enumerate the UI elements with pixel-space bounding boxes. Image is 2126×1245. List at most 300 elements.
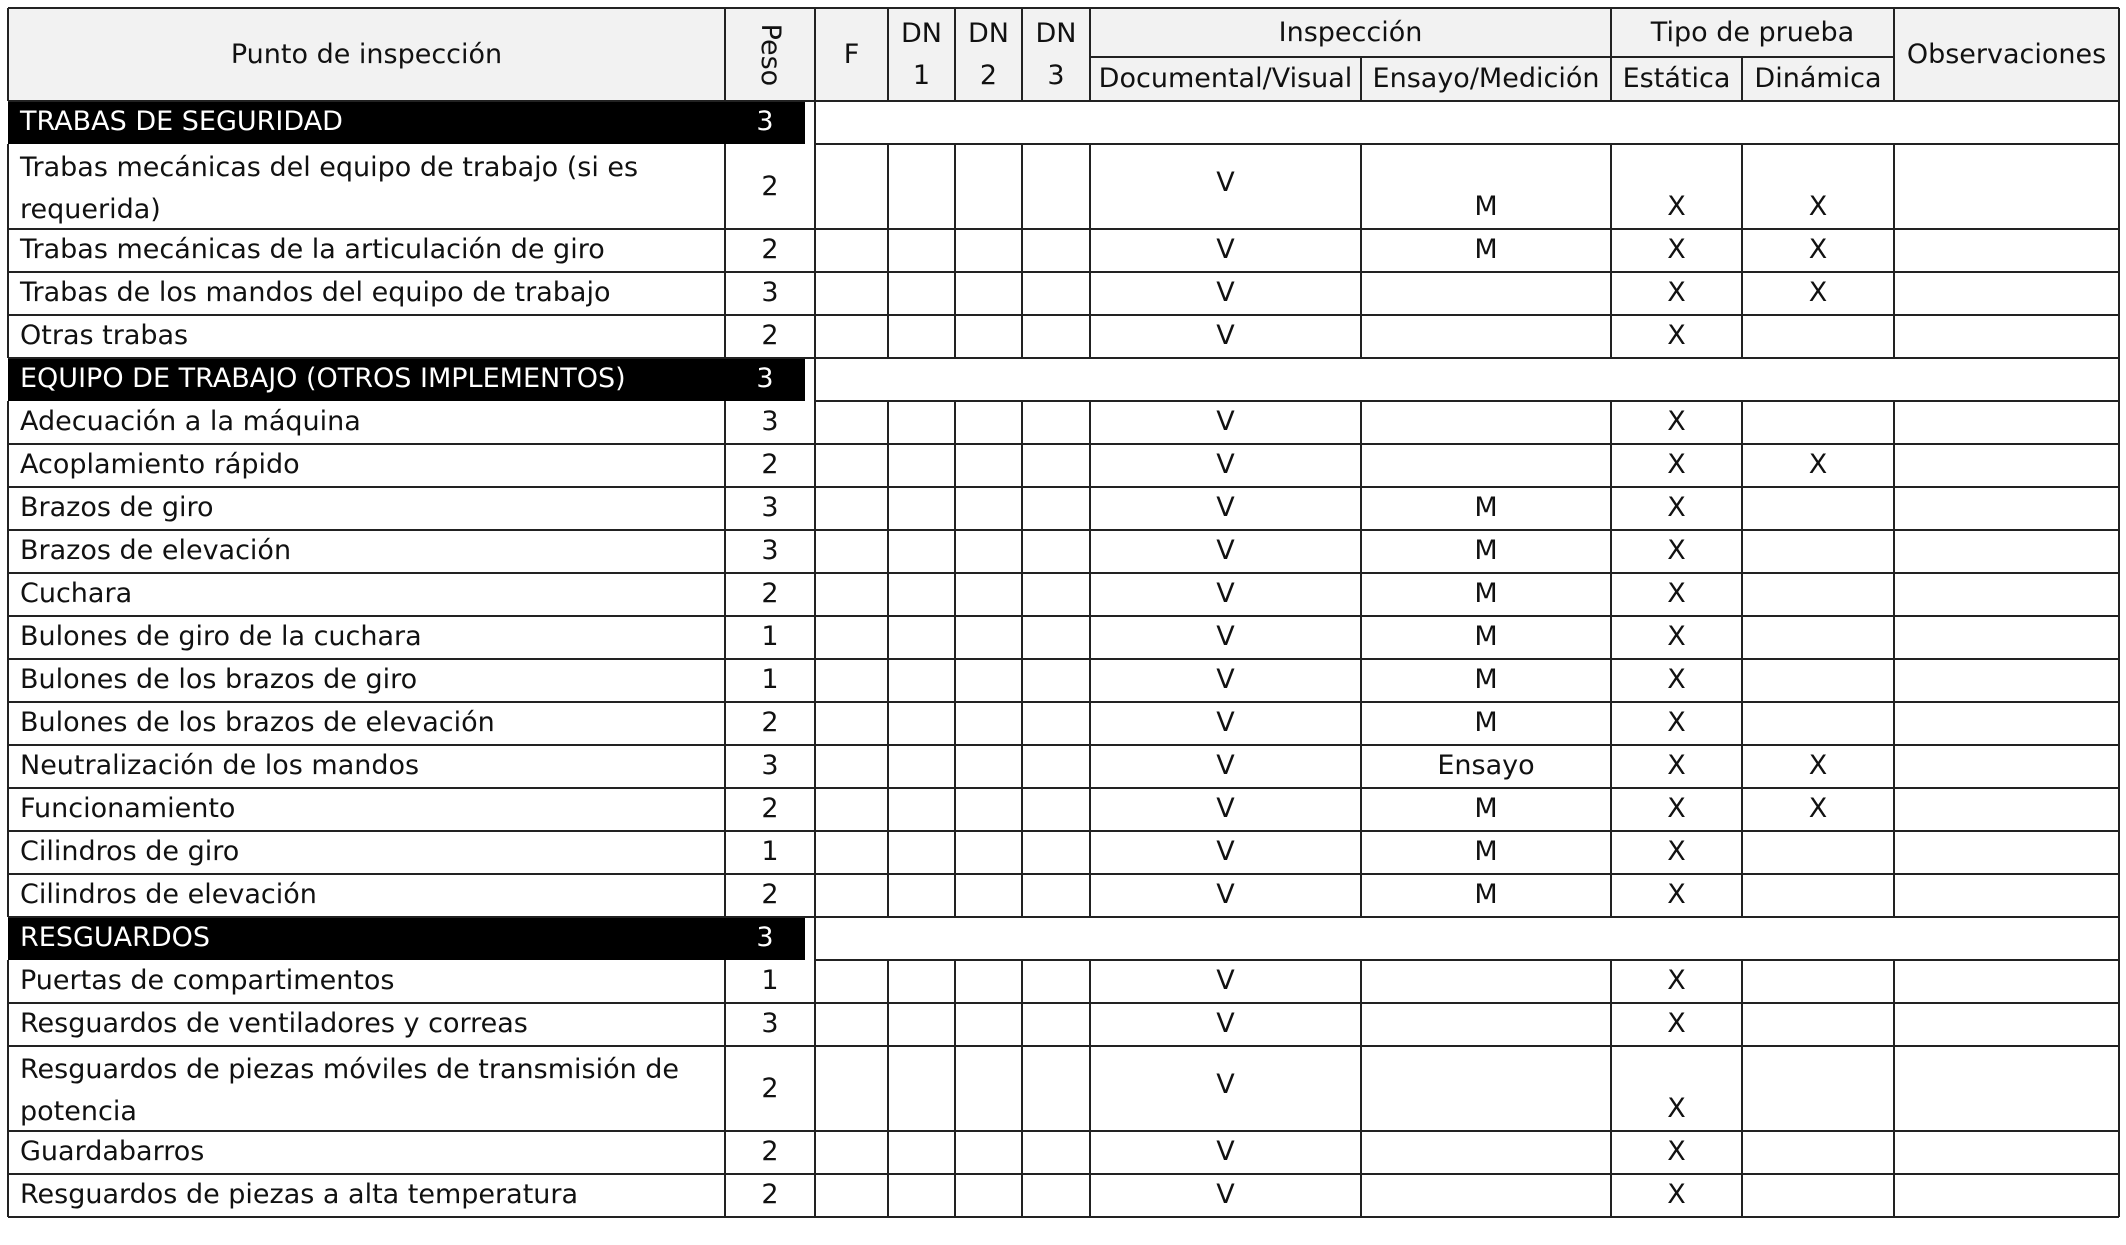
grid-line: [2118, 1174, 2120, 1217]
grid-line: [1610, 960, 1612, 1003]
grid-line: [1741, 1131, 1743, 1174]
cell-dn1: [888, 659, 955, 702]
grid-line: [1021, 144, 1023, 229]
grid-line: [8, 7, 2119, 9]
grid-line: [8, 100, 2119, 102]
row-label: Neutralización de los mandos: [20, 750, 420, 781]
cell-dn1: [888, 831, 955, 874]
grid-line: [954, 659, 956, 702]
cell-documental: V: [1216, 535, 1235, 566]
cell-documental: V: [1216, 492, 1235, 523]
grid-line: [1021, 229, 1023, 272]
row-peso: 1: [761, 621, 779, 652]
grid-line: [1741, 487, 1743, 530]
cell-observaciones: [1894, 315, 2119, 358]
grid-line: [1893, 1174, 1895, 1217]
grid-line: [7, 960, 9, 1003]
grid-line: [7, 444, 9, 487]
grid-line: [8, 1216, 2119, 1218]
grid-line: [1089, 444, 1092, 487]
grid-line: [1610, 272, 1612, 315]
grid-line: [954, 831, 956, 874]
grid-line: [1893, 702, 1895, 745]
cell-dn1: [888, 745, 955, 788]
cell-dn2: [955, 272, 1022, 315]
grid-line: [2118, 659, 2120, 702]
cell-ensayo: [1361, 1003, 1611, 1046]
cell-estatica: X: [1667, 836, 1686, 867]
grid-line: [814, 788, 817, 831]
cell-ensayo: M: [1474, 707, 1498, 738]
cell-observaciones: [1894, 444, 2119, 487]
grid-line: [814, 144, 817, 229]
cell-dn1: [888, 1174, 955, 1217]
grid-line: [887, 272, 889, 315]
grid-line: [7, 1174, 9, 1217]
grid-line: [814, 659, 817, 702]
cell-dn1: [888, 874, 955, 917]
cell-documental: V: [1216, 836, 1235, 867]
cell-ensayo: [1361, 444, 1611, 487]
grid-line: [887, 1003, 889, 1046]
row-label: Brazos de elevación: [20, 535, 292, 566]
grid-line: [1893, 1046, 1895, 1131]
cell-dn2: [955, 702, 1022, 745]
grid-line: [1360, 229, 1362, 272]
grid-line: [724, 745, 727, 788]
grid-line: [724, 616, 727, 659]
grid-line: [1360, 444, 1362, 487]
row-peso: 2: [761, 171, 779, 202]
grid-line: [1021, 444, 1023, 487]
cell-f: [815, 616, 888, 659]
grid-line: [1089, 1131, 1092, 1174]
grid-line: [1021, 401, 1023, 444]
cell-dn1: [888, 315, 955, 358]
grid-line: [1021, 1003, 1023, 1046]
grid-line: [1089, 272, 1092, 315]
grid-line: [1741, 272, 1743, 315]
grid-line: [1610, 745, 1612, 788]
grid-line: [954, 874, 956, 917]
grid-line: [887, 831, 889, 874]
grid-line: [1741, 788, 1743, 831]
grid-line: [7, 401, 9, 444]
cell-observaciones: [1894, 229, 2119, 272]
cell-ensayo: Ensayo: [1437, 750, 1535, 781]
row-peso: 2: [761, 793, 779, 824]
grid-line: [724, 444, 727, 487]
cell-f: [815, 272, 888, 315]
cell-dinamica: [1742, 487, 1894, 530]
row-peso: 3: [761, 406, 779, 437]
grid-line: [954, 573, 956, 616]
grid-line: [1360, 831, 1362, 874]
cell-dinamica: [1742, 1174, 1894, 1217]
grid-line: [1089, 831, 1092, 874]
section-title: EQUIPO DE TRABAJO (OTROS IMPLEMENTOS): [8, 358, 725, 401]
cell-observaciones: [1894, 745, 2119, 788]
col-header-tipo: Tipo de prueba: [1611, 8, 1894, 57]
cell-dn1: [888, 1046, 955, 1131]
cell-observaciones: [1894, 1003, 2119, 1046]
cell-dn1: [888, 1131, 955, 1174]
cell-estatica: X: [1667, 406, 1686, 437]
grid-line: [1021, 1131, 1023, 1174]
cell-dinamica: [1742, 960, 1894, 1003]
cell-estatica: X: [1667, 578, 1686, 609]
grid-line: [2118, 272, 2120, 315]
row-peso: 3: [761, 492, 779, 523]
grid-line: [7, 831, 9, 874]
grid-line: [2118, 616, 2120, 659]
grid-line: [1021, 831, 1023, 874]
grid-line: [1021, 573, 1023, 616]
cell-dn1: [888, 573, 955, 616]
cell-dn3: [1022, 144, 1090, 229]
grid-line: [1089, 573, 1092, 616]
cell-observaciones: [1894, 616, 2119, 659]
cell-observaciones: [1894, 401, 2119, 444]
cell-dinamica: X: [1808, 793, 1828, 824]
grid-line: [2118, 8, 2120, 101]
cell-dn2: [955, 144, 1022, 229]
cell-ensayo: M: [1474, 836, 1498, 867]
grid-line: [1360, 659, 1362, 702]
grid-line: [7, 1131, 9, 1174]
cell-f: [815, 1046, 888, 1131]
cell-observaciones: [1894, 831, 2119, 874]
grid-line: [887, 487, 889, 530]
grid-line: [954, 444, 956, 487]
cell-observaciones: [1894, 487, 2119, 530]
grid-line: [1741, 573, 1743, 616]
cell-dn3: [1022, 960, 1090, 1003]
section-peso: 3: [725, 101, 805, 144]
section-title: RESGUARDOS: [8, 917, 725, 960]
grid-line: [887, 1174, 889, 1217]
row-label: Puertas de compartimentos: [20, 965, 395, 996]
cell-f: [815, 315, 888, 358]
grid-line: [724, 1003, 727, 1046]
row-peso: 2: [761, 1073, 779, 1104]
cell-documental: V: [1216, 1136, 1235, 1167]
cell-estatica: X: [1667, 191, 1686, 222]
cell-estatica: X: [1667, 879, 1686, 910]
grid-line: [1893, 444, 1895, 487]
row-label: Cilindros de elevación: [20, 879, 317, 910]
cell-documental: V: [1216, 167, 1235, 198]
cell-dinamica: X: [1808, 277, 1828, 308]
grid-line: [2118, 358, 2120, 401]
row-label: Adecuación a la máquina: [20, 406, 361, 437]
cell-dn3: [1022, 1003, 1090, 1046]
cell-dinamica: [1742, 1003, 1894, 1046]
grid-line: [2118, 745, 2120, 788]
cell-observaciones: [1894, 960, 2119, 1003]
col-header-peso-label: Peso: [754, 23, 786, 86]
grid-line: [1610, 8, 1613, 101]
cell-dinamica: [1742, 1046, 1894, 1131]
grid-line: [2118, 444, 2120, 487]
cell-dn2: [955, 788, 1022, 831]
grid-line: [1610, 315, 1612, 358]
cell-ensayo: [1361, 1174, 1611, 1217]
grid-line: [7, 1003, 9, 1046]
grid-line: [1089, 8, 1092, 101]
cell-dinamica: X: [1808, 191, 1828, 222]
cell-documental: V: [1216, 965, 1235, 996]
cell-observaciones: [1894, 144, 2119, 229]
cell-observaciones: [1894, 1046, 2119, 1131]
grid-line: [954, 144, 956, 229]
cell-f: [815, 874, 888, 917]
grid-line: [887, 659, 889, 702]
cell-dn3: [1022, 401, 1090, 444]
cell-estatica: X: [1667, 965, 1686, 996]
grid-line: [1893, 1131, 1895, 1174]
grid-line: [1360, 874, 1362, 917]
cell-dn3: [1022, 874, 1090, 917]
cell-ensayo: M: [1474, 578, 1498, 609]
grid-line: [2118, 960, 2120, 1003]
grid-line: [1741, 745, 1743, 788]
cell-f: [815, 702, 888, 745]
cell-dn2: [955, 1174, 1022, 1217]
cell-dn3: [1022, 487, 1090, 530]
grid-line: [1089, 487, 1092, 530]
grid-line: [814, 444, 817, 487]
cell-ensayo: M: [1474, 234, 1498, 265]
grid-line: [1360, 144, 1362, 229]
cell-f: [815, 530, 888, 573]
cell-dn2: [955, 1046, 1022, 1131]
grid-line: [1021, 874, 1023, 917]
grid-line: [2118, 788, 2120, 831]
cell-dn1: [888, 229, 955, 272]
cell-ensayo: [1361, 272, 1611, 315]
grid-line: [1893, 8, 1896, 101]
cell-documental: V: [1216, 449, 1235, 480]
cell-estatica: X: [1667, 1136, 1686, 1167]
col-header-inspeccion: Inspección: [1090, 8, 1611, 57]
cell-dn1: [888, 144, 955, 229]
cell-dn3: [1022, 530, 1090, 573]
grid-line: [887, 444, 889, 487]
grid-line: [1090, 56, 1894, 58]
row-peso: 3: [761, 1008, 779, 1039]
row-label: Resguardos de piezas a alta temperatura: [20, 1179, 579, 1210]
grid-line: [7, 487, 9, 530]
col-header-estatica: Estática: [1611, 57, 1742, 101]
section-title: TRABAS DE SEGURIDAD: [8, 101, 725, 144]
col-header-observaciones: Observaciones: [1894, 8, 2119, 101]
col-header-f: F: [815, 8, 888, 101]
grid-line: [1893, 229, 1895, 272]
grid-line: [1089, 1046, 1092, 1131]
grid-line: [1021, 315, 1023, 358]
row-label: Otras trabas: [20, 320, 189, 351]
grid-line: [1089, 315, 1092, 358]
cell-f: [815, 1174, 888, 1217]
grid-line: [814, 1174, 817, 1217]
grid-line: [814, 616, 817, 659]
grid-line: [1893, 1003, 1895, 1046]
grid-line: [724, 1046, 727, 1131]
row-label: Bulones de los brazos de elevación: [20, 707, 495, 738]
cell-documental: V: [1216, 234, 1235, 265]
grid-line: [954, 616, 956, 659]
cell-dn1: [888, 702, 955, 745]
cell-dn3: [1022, 573, 1090, 616]
cell-estatica: X: [1667, 621, 1686, 652]
grid-line: [954, 1046, 956, 1131]
grid-line: [887, 960, 889, 1003]
grid-line: [1741, 831, 1743, 874]
grid-line: [954, 315, 956, 358]
grid-line: [2118, 1046, 2120, 1131]
cell-f: [815, 745, 888, 788]
row-label: Bulones de giro de la cuchara: [20, 621, 422, 652]
cell-dn3: [1022, 745, 1090, 788]
grid-line: [7, 315, 9, 358]
grid-line: [1089, 788, 1092, 831]
col-header-dinamica: Dinámica: [1742, 57, 1894, 101]
row-peso: 1: [761, 664, 779, 695]
cell-dn3: [1022, 1174, 1090, 1217]
grid-line: [1610, 573, 1612, 616]
grid-line: [1741, 1046, 1743, 1131]
cell-dinamica: X: [1808, 234, 1828, 265]
row-peso: 2: [761, 879, 779, 910]
grid-line: [7, 229, 9, 272]
grid-line: [954, 530, 956, 573]
cell-dn2: [955, 530, 1022, 573]
col-header-dn1: [888, 8, 955, 101]
cell-dn1: [888, 1003, 955, 1046]
cell-ensayo: M: [1474, 664, 1498, 695]
row-label: Bulones de los brazos de giro: [20, 664, 418, 695]
cell-f: [815, 1131, 888, 1174]
grid-line: [1021, 788, 1023, 831]
grid-line: [1610, 487, 1612, 530]
grid-line: [1610, 788, 1612, 831]
grid-line: [954, 1003, 956, 1046]
grid-line: [724, 702, 727, 745]
grid-line: [724, 788, 727, 831]
grid-line: [1089, 1174, 1092, 1217]
row-label: Guardabarros: [20, 1136, 205, 1167]
grid-line: [1610, 659, 1612, 702]
grid-line: [1360, 487, 1362, 530]
cell-observaciones: [1894, 1174, 2119, 1217]
grid-line: [1741, 57, 1743, 101]
cell-dinamica: [1742, 530, 1894, 573]
cell-dn2: [955, 616, 1022, 659]
row-peso: 3: [761, 750, 779, 781]
cell-estatica: X: [1667, 277, 1686, 308]
grid-line: [1089, 874, 1092, 917]
cell-dn3: [1022, 831, 1090, 874]
grid-line: [1741, 530, 1743, 573]
grid-line: [887, 745, 889, 788]
grid-line: [724, 960, 727, 1003]
grid-line: [7, 659, 9, 702]
cell-dn3: [1022, 315, 1090, 358]
cell-observaciones: [1894, 530, 2119, 573]
section-peso: 3: [725, 917, 805, 960]
grid-line: [814, 487, 817, 530]
grid-line: [1893, 401, 1895, 444]
grid-line: [887, 530, 889, 573]
cell-estatica: X: [1667, 664, 1686, 695]
cell-dn3: [1022, 272, 1090, 315]
grid-line: [1610, 1174, 1612, 1217]
grid-line: [7, 788, 9, 831]
cell-dn2: [955, 831, 1022, 874]
cell-dn2: [955, 659, 1022, 702]
grid-line: [887, 702, 889, 745]
cell-observaciones: [1894, 659, 2119, 702]
grid-line: [724, 659, 727, 702]
cell-documental: V: [1216, 707, 1235, 738]
cell-dn1: [888, 444, 955, 487]
row-peso: 1: [761, 965, 779, 996]
grid-line: [1610, 401, 1612, 444]
grid-line: [1610, 530, 1612, 573]
grid-line: [1360, 573, 1362, 616]
cell-dn1: [888, 788, 955, 831]
grid-line: [8, 357, 2119, 359]
cell-f: [815, 229, 888, 272]
grid-line: [1360, 788, 1362, 831]
grid-line: [814, 831, 817, 874]
row-peso: 2: [761, 320, 779, 351]
cell-dn2: [955, 960, 1022, 1003]
grid-line: [1741, 401, 1743, 444]
grid-line: [1360, 1046, 1362, 1131]
cell-f: [815, 831, 888, 874]
grid-line: [954, 702, 956, 745]
grid-line: [1089, 401, 1092, 444]
grid-line: [1893, 272, 1895, 315]
grid-line: [2118, 917, 2120, 960]
cell-dn3: [1022, 1046, 1090, 1131]
cell-ensayo: [1361, 315, 1611, 358]
grid-line: [1021, 272, 1023, 315]
grid-line: [1741, 960, 1743, 1003]
grid-line: [2118, 702, 2120, 745]
cell-dn2: [955, 487, 1022, 530]
grid-line: [1741, 616, 1743, 659]
grid-line: [2118, 1003, 2120, 1046]
grid-line: [887, 1046, 889, 1131]
grid-line: [954, 960, 956, 1003]
cell-ensayo: [1361, 1131, 1611, 1174]
cell-dn3: [1022, 616, 1090, 659]
grid-line: [887, 573, 889, 616]
col-header-peso: [725, 8, 815, 101]
grid-line: [1089, 229, 1092, 272]
cell-observaciones: [1894, 788, 2119, 831]
grid-line: [1021, 487, 1023, 530]
row-label: Cilindros de giro: [20, 836, 240, 867]
row-peso: 2: [761, 1136, 779, 1167]
cell-estatica: X: [1667, 793, 1686, 824]
grid-line: [954, 272, 956, 315]
grid-line: [1893, 487, 1895, 530]
grid-line: [814, 960, 817, 1003]
